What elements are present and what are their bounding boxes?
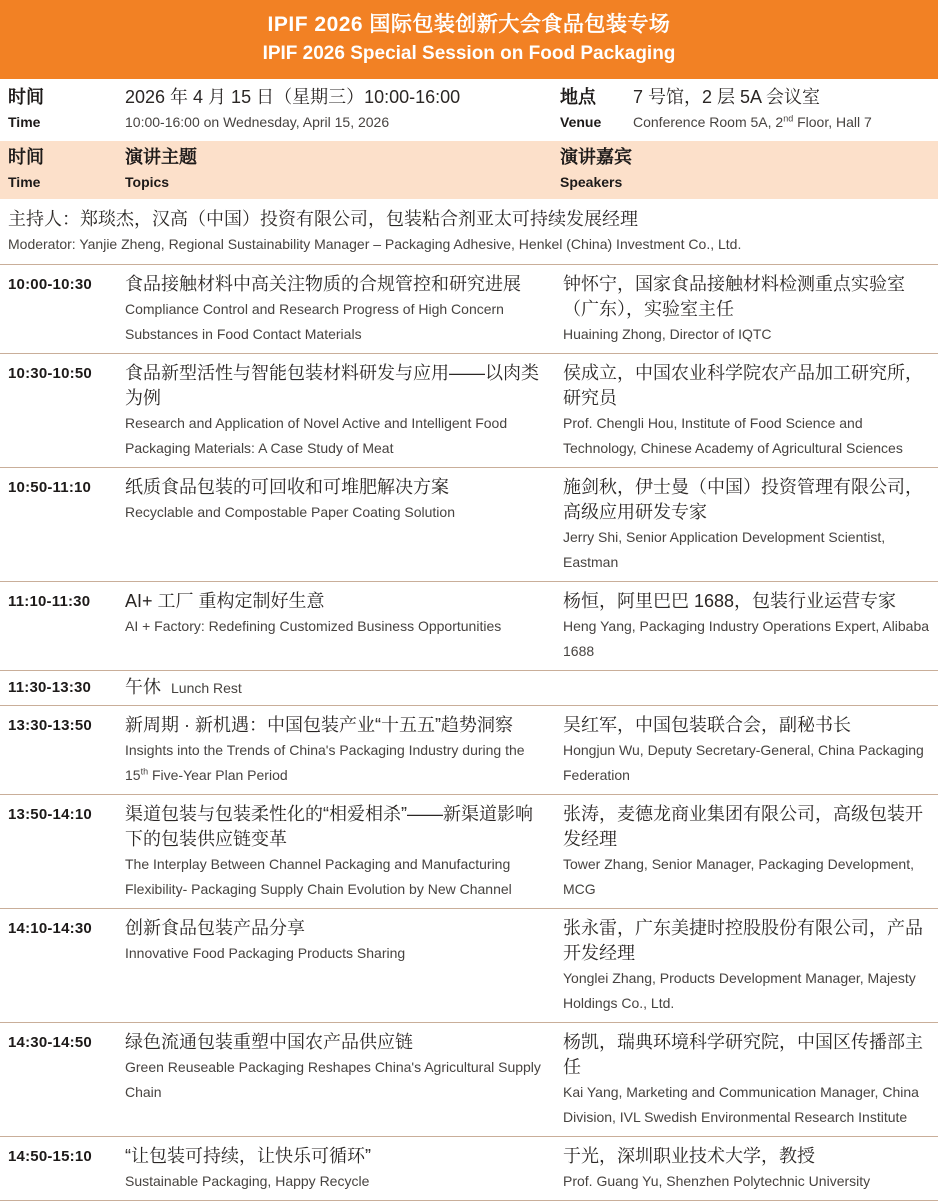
venue-label: 地点 Venue <box>560 87 602 130</box>
session-speaker <box>563 589 930 664</box>
topic-cn: AI+ 工厂 重构定制好生意 <box>125 591 325 611</box>
session-row <box>0 264 938 353</box>
speaker-en: Prof. Guang Yu, Shenzhen Polytechnic University <box>563 1173 871 1189</box>
speaker-en: Hongjun Wu, Deputy Secretary-General, China Packaging Federation <box>563 742 924 783</box>
topic-cn: 新周期 · 新机遇：中国包装产业“十五五”趋势洞察 <box>125 715 513 735</box>
session-speaker <box>563 802 930 902</box>
session-list <box>0 264 938 1201</box>
speaker-en: Yonglei Zhang, Products Development Manager, Majesty Holdings Co., Ltd. <box>563 970 916 1011</box>
speaker-cn: 施剑秋，伊士曼（中国）投资管理有限公司，高级应用研发专家 <box>563 477 923 522</box>
session-speaker <box>563 272 930 347</box>
session-time: 10:50-11:10 <box>8 479 92 496</box>
speaker-en: Tower Zhang, Senior Manager, Packaging Development, MCG <box>563 856 914 897</box>
session-topic <box>125 1144 563 1194</box>
session-time: 11:30-13:30 <box>8 679 92 696</box>
moderator-en: Moderator: Yanjie Zheng, Regional Sustainability Manager – Packaging Adhesive, Henkel (China) Investment Co., Ltd. <box>8 236 742 252</box>
topic-en: Recyclable and Compostable Paper Coating Solution <box>125 504 455 520</box>
session-topic <box>125 1030 563 1130</box>
moderator-row <box>0 199 938 264</box>
topic-cn: 创新食品包装产品分享 <box>125 918 305 938</box>
session-row <box>0 353 938 467</box>
topic-en: Insights into the Trends of China's Packaging Industry during the 15th Five-Year Plan Period <box>125 742 525 783</box>
session-row <box>0 794 938 908</box>
topic-en: The Interplay Between Channel Packaging and Manufacturing Flexibility- Packaging Supply Chain Evolution by New Channel <box>125 856 512 897</box>
session-time: 10:00-10:30 <box>8 276 92 293</box>
session-time: 14:10-14:30 <box>8 920 92 937</box>
column-header-topics: 演讲主题 Topics <box>125 147 197 190</box>
session-time: 13:30-13:50 <box>8 717 92 734</box>
session-time: 14:50-15:10 <box>8 1148 92 1165</box>
session-row <box>0 705 938 794</box>
topic-en: AI + Factory: Redefining Customized Business Opportunities <box>125 618 502 634</box>
moderator-cn: 主持人：郑琰杰，汉高（中国）投资有限公司，包装粘合剂亚太可持续发展经理 <box>8 209 638 229</box>
session-topic <box>125 272 563 347</box>
topic-en: Sustainable Packaging, Happy Recycle <box>125 1173 370 1189</box>
speaker-en: Prof. Chengli Hou, Institute of Food Science and Technology, Chinese Academy of Agricultural Sciences <box>563 415 903 456</box>
session-row <box>0 1022 938 1136</box>
speaker-en: Heng Yang, Packaging Industry Operations Expert, Alibaba 1688 <box>563 618 930 659</box>
session-time: 13:50-14:10 <box>8 806 92 823</box>
session-topic <box>125 916 563 1016</box>
topic-en: Compliance Control and Research Progress of High Concern Substances in Food Contact Materials <box>125 301 504 342</box>
session-speaker <box>563 916 930 1016</box>
session-time: 11:10-11:30 <box>8 593 91 610</box>
topic-en: Research and Application of Novel Active and Intelligent Food Packaging Materials: A Case Study of Meat <box>125 415 508 456</box>
speaker-cn: 杨恒，阿里巴巴 1688，包装行业运营专家 <box>563 591 897 611</box>
break-label-en: Lunch Rest <box>171 680 242 696</box>
topic-cn: 纸质食品包装的可回收和可堆肥解决方案 <box>125 477 449 497</box>
session-speaker <box>563 475 930 575</box>
time-label: 时间 Time <box>8 87 44 130</box>
speaker-cn: 张涛，麦德龙商业集团有限公司，高级包装开发经理 <box>563 804 923 849</box>
session-row <box>0 1136 938 1201</box>
topic-en: Green Reuseable Packaging Reshapes China's Agricultural Supply Chain <box>125 1059 541 1100</box>
session-topic <box>125 713 563 788</box>
session-topic <box>125 675 930 701</box>
event-title-cn: IPIF 2026 国际包装创新大会食品包装专场 <box>267 13 671 36</box>
session-topic <box>125 475 563 575</box>
session-speaker <box>563 1144 930 1194</box>
session-speaker <box>563 713 930 788</box>
topic-cn: “让包装可持续，让快乐可循环” <box>125 1146 371 1166</box>
session-time: 14:30-14:50 <box>8 1034 92 1051</box>
session-topic <box>125 589 563 664</box>
topic-en: Innovative Food Packaging Products Sharing <box>125 945 406 961</box>
speaker-cn: 张永雷，广东美捷时控股股份有限公司，产品开发经理 <box>563 918 923 963</box>
topic-cn: 渠道包装与包装柔性化的“相爱相杀”——新渠道影响下的包装供应链变革 <box>125 804 533 849</box>
session-row <box>0 581 938 670</box>
session-speaker <box>563 1030 930 1130</box>
topic-cn: 食品接触材料中高关注物质的合规管控和研究进展 <box>125 274 521 294</box>
speaker-cn: 吴红军，中国包装联合会，副秘书长 <box>563 715 851 735</box>
column-header-speakers: 演讲嘉宾 Speakers <box>560 147 632 190</box>
session-topic <box>125 802 563 902</box>
topic-cn: 食品新型活性与智能包装材料研发与应用——以肉类为例 <box>125 363 539 408</box>
speaker-cn: 杨凯，瑞典环境科学研究院，中国区传播部主任 <box>563 1032 923 1077</box>
break-label-cn: 午休 <box>125 677 161 697</box>
session-time: 10:30-10:50 <box>8 365 92 382</box>
topic-cn: 绿色流通包装重塑中国农产品供应链 <box>125 1032 413 1052</box>
speaker-en: Jerry Shi, Senior Application Development Scientist, Eastman <box>563 529 886 570</box>
speaker-en: Kai Yang, Marketing and Communication Manager, China Division, IVL Swedish Environmental Research Institute <box>563 1084 919 1125</box>
column-header-time: 时间 Time <box>8 147 44 190</box>
session-row <box>0 467 938 581</box>
break-row <box>0 670 938 705</box>
banner <box>0 0 938 79</box>
table-column-header <box>0 141 938 199</box>
speaker-en: Huaining Zhong, Director of IQTC <box>563 326 772 342</box>
session-speaker <box>563 361 930 461</box>
venue-value: 7 号馆，2 层 5A 会议室 Conference Room 5A, 2nd Floor, Hall 7 <box>633 87 872 130</box>
speaker-cn: 于光，深圳职业技术大学，教授 <box>563 1146 815 1166</box>
speaker-cn: 侯成立，中国农业科学院农产品加工研究所，研究员 <box>563 363 923 408</box>
session-topic <box>125 361 563 461</box>
event-title-en: IPIF 2026 Special Session on Food Packaging <box>262 43 676 64</box>
event-info-row <box>0 79 938 141</box>
session-row <box>0 908 938 1022</box>
speaker-cn: 钟怀宁，国家食品接触材料检测重点实验室（广东），实验室主任 <box>563 274 905 319</box>
time-value: 2026 年 4 月 15 日（星期三）10:00-16:00 10:00-16:00 on Wednesday, April 15, 2026 <box>125 87 461 130</box>
